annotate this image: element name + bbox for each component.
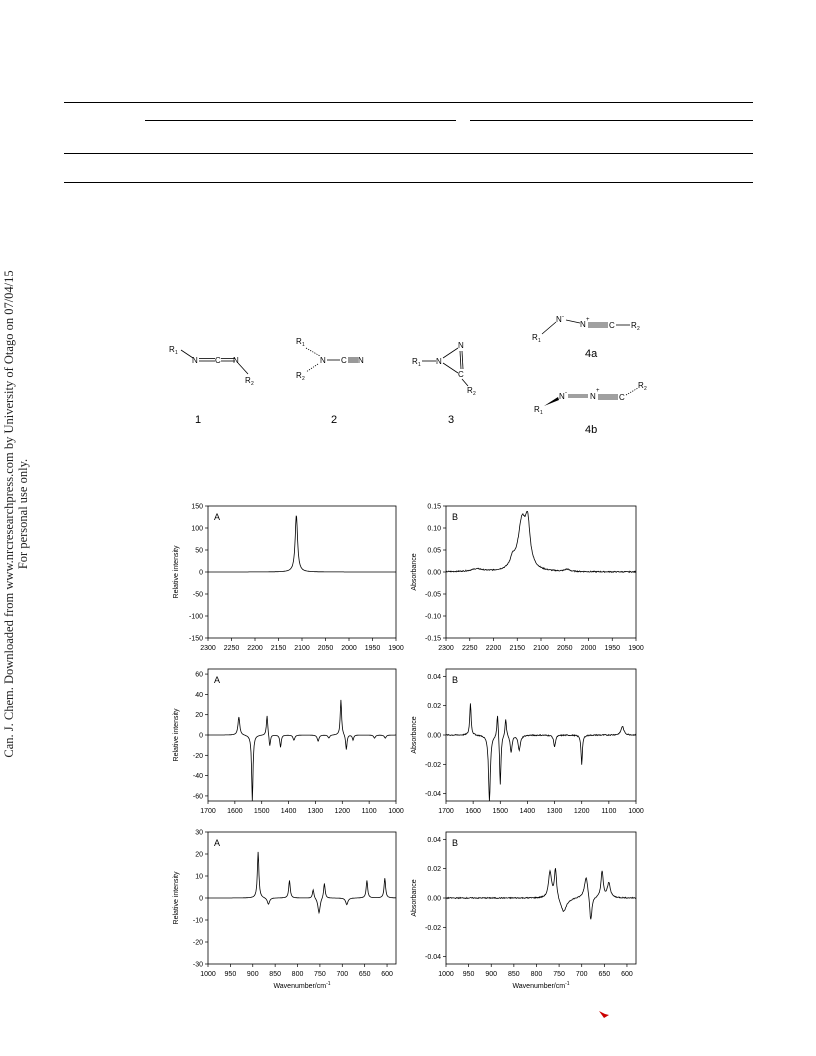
x-tick-label: 950 xyxy=(224,971,237,978)
spectrum-row2-B xyxy=(404,663,644,823)
x-tick-label: 700 xyxy=(575,971,588,978)
panel-letter: A xyxy=(214,512,221,522)
structure-2 xyxy=(294,332,384,392)
x-tick-label: 1700 xyxy=(438,808,454,815)
y-tick-label: 150 xyxy=(191,503,203,511)
s3-r2: R xyxy=(467,386,473,395)
x-tick-label: 1300 xyxy=(546,808,563,815)
y-tick-label: 0.04 xyxy=(427,836,441,844)
y-tick-label: 30 xyxy=(195,829,203,837)
spectrum-svg xyxy=(166,663,404,823)
table-sub-rule-left xyxy=(145,120,456,121)
spectrum-svg xyxy=(166,826,404,994)
s4a-r1: R xyxy=(532,333,538,342)
x-tick-label: 750 xyxy=(314,971,326,978)
s3-r2-sub: 2 xyxy=(473,391,476,397)
x-tick-label: 2250 xyxy=(223,645,240,652)
s4a-n2: N xyxy=(580,320,586,329)
s2-r1: R xyxy=(296,337,302,346)
structure-4b xyxy=(530,378,670,418)
y-tick-label: -30 xyxy=(192,961,203,969)
structure-3-label: 3 xyxy=(448,414,455,426)
y-tick-label: 0.00 xyxy=(427,895,441,903)
x-tick-label: 950 xyxy=(462,971,475,978)
s4a-r2-sub: 2 xyxy=(637,326,640,332)
spectrum-svg xyxy=(404,663,644,823)
y-tick-label: 20 xyxy=(195,712,203,720)
s1-r1: R xyxy=(169,345,175,354)
structure-2-label: 2 xyxy=(331,414,338,426)
y-tick-label: 0 xyxy=(199,895,203,903)
x-tick-label: 1300 xyxy=(307,808,324,815)
x-tick-label: 1500 xyxy=(253,808,270,815)
y-axis-label: Absorbance xyxy=(411,716,418,754)
y-tick-label: 0.05 xyxy=(427,547,441,555)
x-tick-label: 1100 xyxy=(601,808,617,815)
y-tick-label: -40 xyxy=(192,773,203,781)
s4b-charge-minus: - xyxy=(565,390,567,396)
panel-letter: B xyxy=(452,675,459,685)
s1-r2: R xyxy=(245,376,251,385)
x-tick-label: 2050 xyxy=(317,645,334,652)
y-tick-label: 40 xyxy=(195,691,203,699)
structure-1-label: 1 xyxy=(195,414,202,426)
s4a-charge-plus: + xyxy=(586,317,590,323)
x-tick-label: 2200 xyxy=(485,645,502,652)
y-tick-label: -0.10 xyxy=(425,613,441,621)
s4b-r2: R xyxy=(638,381,644,390)
y-tick-label: -0.02 xyxy=(425,761,441,769)
s4b-r2-sub: 2 xyxy=(644,386,647,392)
panel-letter: A xyxy=(214,675,221,685)
y-tick-label: 0.00 xyxy=(427,569,441,577)
spectrum-row3-B xyxy=(404,826,644,994)
structure-4a-label: 4a xyxy=(585,348,598,360)
y-tick-label: -10 xyxy=(192,917,203,925)
s1-n-right: N xyxy=(233,356,239,365)
y-tick-label: 0.02 xyxy=(427,703,441,711)
y-tick-label: 20 xyxy=(195,851,203,859)
x-tick-label: 600 xyxy=(381,971,393,978)
x-tick-label: 1500 xyxy=(492,808,509,815)
y-tick-label: -0.05 xyxy=(425,591,441,599)
y-axis-label: Relative intensity xyxy=(173,545,180,599)
s2-r2-sub: 2 xyxy=(302,376,305,382)
s4b-n2: N xyxy=(590,392,596,401)
x-tick-label: 2100 xyxy=(294,645,310,652)
x-tick-label: 1950 xyxy=(364,645,381,652)
x-tick-label: 1400 xyxy=(280,808,297,815)
structure-3-drawing xyxy=(410,336,500,396)
s4b-n1: N xyxy=(559,392,565,401)
spectrum-trace xyxy=(208,700,396,801)
y-tick-label: 0.04 xyxy=(427,673,441,681)
table-mid-rule xyxy=(64,153,753,154)
x-tick-label: 1000 xyxy=(628,808,644,815)
structure-3 xyxy=(410,336,500,396)
x-axis-label: Wavenumber/$cm^{-1}$ xyxy=(512,981,570,990)
s1-r2-sub: 2 xyxy=(251,381,254,387)
y-tick-label: -50 xyxy=(192,591,203,599)
y-tick-label: -0.02 xyxy=(425,924,441,932)
x-tick-label: 900 xyxy=(246,971,259,978)
s4b-c: C xyxy=(619,393,625,402)
s1-n-left: N xyxy=(192,356,198,365)
y-tick-label: 0 xyxy=(199,732,203,740)
s3-n-top: N xyxy=(458,341,464,350)
x-tick-label: 2000 xyxy=(580,645,597,652)
panel-letter: B xyxy=(452,512,459,522)
structure-4a-drawing xyxy=(528,310,668,360)
y-tick-label: -0.15 xyxy=(425,635,441,643)
x-tick-label: 800 xyxy=(291,971,304,978)
cursor-icon xyxy=(598,1010,610,1020)
y-tick-label: 0.15 xyxy=(427,503,441,511)
s2-n-terminal: N xyxy=(358,356,364,365)
structure-1-drawing xyxy=(165,340,265,430)
y-tick-label: -60 xyxy=(192,793,203,801)
s2-n: N xyxy=(320,356,326,365)
spectrum-trace xyxy=(208,852,396,913)
y-axis-label: Relative intensity xyxy=(173,708,180,762)
y-tick-label: 100 xyxy=(191,525,203,533)
x-tick-label: 1600 xyxy=(465,808,481,815)
y-tick-label: -0.04 xyxy=(425,791,441,799)
spectrum-svg xyxy=(404,826,644,994)
x-axis-label: Wavenumber/$cm^{-1}$ xyxy=(273,981,331,990)
s4b-charge-plus: + xyxy=(596,388,600,394)
panel-letter: B xyxy=(452,838,459,848)
x-tick-label: 1200 xyxy=(334,808,351,815)
s2-c: C xyxy=(341,356,347,365)
x-tick-label: 1000 xyxy=(200,971,216,978)
download-line: Can. J. Chem. Downloaded from www.nrcresearchpress.com by University of Otago on 07/04/15 xyxy=(2,270,16,758)
x-tick-label: 900 xyxy=(485,971,498,978)
download-watermark xyxy=(2,254,30,774)
x-tick-label: 600 xyxy=(621,971,633,978)
s4a-c: C xyxy=(609,321,615,330)
spectrum-svg xyxy=(404,500,644,660)
y-tick-label: 0 xyxy=(199,569,203,577)
s4a-charge-minus: - xyxy=(562,314,564,320)
spectrum-row1-B xyxy=(404,500,644,660)
y-tick-label: -0.04 xyxy=(425,954,441,962)
x-tick-label: 650 xyxy=(358,971,371,978)
s2-r2: R xyxy=(296,371,302,380)
s4b-r1: R xyxy=(534,405,540,414)
s3-n-ring: N xyxy=(436,357,442,366)
spectrum-trace xyxy=(446,703,636,801)
s4a-n1: N xyxy=(556,315,562,324)
x-tick-label: 850 xyxy=(508,971,520,978)
spectrum-row1-A xyxy=(166,500,404,660)
y-tick-label: 50 xyxy=(195,547,203,555)
y-tick-label: 0.02 xyxy=(427,866,441,874)
y-tick-label: 0.00 xyxy=(427,732,441,740)
s1-c: C xyxy=(215,356,221,365)
x-tick-label: 1000 xyxy=(388,808,404,815)
x-tick-label: 2200 xyxy=(247,645,263,652)
panel-letter: A xyxy=(214,838,221,848)
y-axis-label: Absorbance xyxy=(411,879,418,917)
x-tick-label: 2300 xyxy=(200,645,216,652)
y-axis-label: Absorbance xyxy=(411,553,418,591)
spectrum-svg xyxy=(166,500,404,660)
y-axis-label: Relative intensity xyxy=(173,871,180,925)
x-tick-label: 650 xyxy=(598,971,611,978)
s1-r1-sub: 1 xyxy=(175,350,178,356)
s3-c: C xyxy=(458,370,464,379)
x-tick-label: 1200 xyxy=(573,808,590,815)
x-tick-label: 2150 xyxy=(270,645,287,652)
s4a-r2: R xyxy=(631,321,637,330)
x-tick-label: 2300 xyxy=(438,645,454,652)
s4b-r1-sub: 1 xyxy=(540,410,543,416)
x-tick-label: 850 xyxy=(269,971,281,978)
y-tick-label: 10 xyxy=(195,873,203,881)
table-top-rule xyxy=(64,102,753,103)
s3-r1-sub: 1 xyxy=(418,362,421,368)
spectrum-trace xyxy=(208,516,396,572)
y-tick-label: -100 xyxy=(188,613,203,621)
x-tick-label: 2250 xyxy=(461,645,478,652)
structure-4a xyxy=(528,310,668,360)
s4a-r1-sub: 1 xyxy=(538,338,541,344)
x-tick-label: 800 xyxy=(530,971,543,978)
personal-use-line: For personal use only. xyxy=(16,458,30,570)
x-tick-label: 2100 xyxy=(533,645,549,652)
y-tick-label: 0.10 xyxy=(427,525,441,533)
x-tick-label: 1000 xyxy=(438,971,454,978)
spectrum-row2-A xyxy=(166,663,404,823)
spectrum-trace xyxy=(446,868,636,919)
x-tick-label: 1900 xyxy=(628,645,644,652)
structure-4b-drawing xyxy=(530,378,670,418)
structure-4b-label: 4b xyxy=(585,424,598,436)
y-tick-label: -20 xyxy=(192,752,203,760)
x-tick-label: 750 xyxy=(553,971,565,978)
x-tick-label: 2150 xyxy=(509,645,526,652)
x-tick-label: 1700 xyxy=(200,808,216,815)
structure-1 xyxy=(165,340,265,430)
y-tick-label: -20 xyxy=(192,939,203,947)
x-tick-label: 2000 xyxy=(341,645,357,652)
x-tick-label: 1400 xyxy=(519,808,536,815)
x-tick-label: 1100 xyxy=(361,808,377,815)
table-bottom-rule xyxy=(64,182,753,183)
table-sub-rule-right xyxy=(470,120,753,121)
spectrum-row3-A xyxy=(166,826,404,994)
y-tick-label: -150 xyxy=(188,635,203,643)
s3-r1: R xyxy=(412,357,418,366)
x-tick-label: 1900 xyxy=(388,645,404,652)
x-tick-label: 1950 xyxy=(604,645,621,652)
s2-r1-sub: 1 xyxy=(302,342,305,348)
structure-2-drawing xyxy=(294,332,384,392)
spectrum-trace xyxy=(446,511,636,572)
y-tick-label: 60 xyxy=(195,671,203,679)
x-tick-label: 1600 xyxy=(227,808,243,815)
x-tick-label: 700 xyxy=(336,971,349,978)
x-tick-label: 2050 xyxy=(556,645,573,652)
